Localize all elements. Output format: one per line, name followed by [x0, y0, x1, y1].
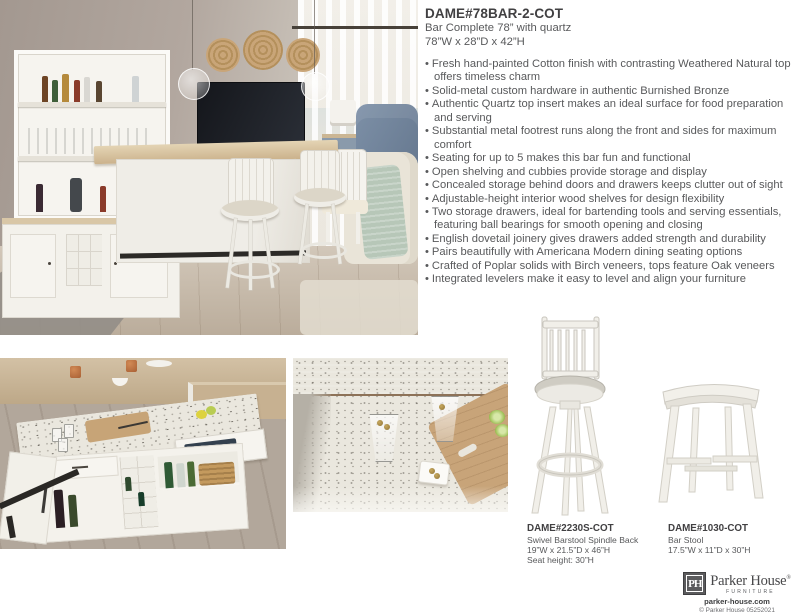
feature-item: • Substantial metal footrest runs along the front and sides for maximum comfort	[425, 125, 800, 152]
glass	[64, 424, 74, 438]
cabinet-door	[10, 234, 56, 298]
bottle	[164, 462, 174, 488]
brand-footer	[674, 572, 800, 612]
bar-island-base	[116, 159, 310, 263]
open-shelf	[158, 451, 240, 490]
product-sku: DAME#78BAR-2-COT	[425, 6, 564, 21]
feature-item: • Authentic Quartz top insert makes an ideal surface for food preparation and serving	[425, 98, 800, 125]
saddle-barstool-drawing	[655, 374, 769, 506]
woven-wall-basket	[243, 30, 283, 70]
bottle	[187, 461, 196, 486]
feature-item: • Concealed storage behind doors and drawers keeps clutter out of sight	[425, 179, 800, 192]
wicker-basket	[198, 462, 235, 486]
bar-back-detail-photo	[0, 358, 286, 549]
stool-dimensions: 17.5”W x 11”D x 30”H	[668, 544, 751, 555]
feature-item: • Crafted of Poplar solids with Birch veneers, tops feature Oak veneers	[425, 260, 800, 273]
product-spec-block	[425, 6, 800, 287]
board-handle-slot	[457, 443, 478, 459]
tv	[197, 82, 305, 146]
curtain-rod	[292, 26, 418, 29]
feature-item: • Integrated levelers make it easy to level and align your furniture	[425, 273, 800, 286]
barstool-cushion	[221, 200, 279, 221]
stool-name: Swivel Barstool Spindle Back	[527, 534, 639, 545]
stool-sku: DAME#2230S-COT	[527, 523, 614, 534]
bottle	[52, 80, 58, 102]
barstool-footring	[301, 242, 347, 259]
saddle-barstool-photo	[655, 374, 769, 506]
wood-bar-top	[293, 358, 508, 396]
olive	[384, 424, 390, 430]
swivel-barstool-caption	[527, 523, 677, 565]
feature-item: • Fresh hand-painted Cotton finish with contrasting Weathered Natural top offers timeless charm	[425, 58, 800, 85]
registered-mark: ®	[786, 575, 791, 582]
hutch-shelf	[18, 102, 166, 107]
copper-mug	[70, 366, 81, 378]
plate	[146, 360, 172, 367]
website-link[interactable]: parker-house.com	[704, 597, 770, 606]
glass-pendant-light	[178, 68, 210, 100]
copper-mug	[126, 360, 137, 372]
door-knob	[48, 262, 51, 265]
pendant-cord	[192, 0, 193, 70]
bottle	[100, 186, 106, 212]
olive	[439, 404, 445, 410]
bottle	[96, 81, 102, 102]
lime-slice	[495, 424, 508, 437]
barstool-leg	[249, 220, 252, 290]
bottle	[132, 76, 139, 102]
bottle	[36, 184, 43, 212]
copyright-text: © Parker House 05252021	[699, 607, 775, 612]
blender	[70, 178, 82, 212]
brand-division: FURNITURE	[726, 588, 775, 595]
wine-bottle	[125, 477, 132, 491]
lime	[206, 406, 216, 415]
parker-house-logo-icon: PH	[683, 572, 706, 595]
product-dimensions: 78”W x 28”D x 42”H	[425, 35, 525, 48]
stool-sku: DAME#1030-COT	[668, 523, 749, 534]
lime-slice	[489, 410, 505, 424]
stool-name: Bar Stool	[668, 534, 704, 545]
feature-item: • Open shelving and cubbies provide storage and display	[425, 166, 800, 179]
bottle	[176, 463, 186, 487]
table-lamp	[330, 100, 356, 126]
swivel-barstool-photo	[512, 313, 630, 519]
wine-bottle	[54, 490, 66, 529]
olive	[434, 473, 440, 479]
product-name: Bar Complete 78” with quartz	[425, 22, 572, 34]
saddle-barstool-caption	[668, 523, 800, 555]
barstool-footring	[228, 260, 280, 279]
bottle	[62, 74, 69, 102]
feature-item: • Adjustable-height interior wood shelves for design flexibility	[425, 193, 800, 206]
stool-seat-height: Seat height: 30”H	[527, 555, 594, 566]
stool-dimensions: 19”W x 21.5”D x 46”H	[527, 544, 611, 555]
bottle	[84, 77, 90, 102]
feature-item: • English dovetail joinery gives drawers added strength and durability	[425, 233, 800, 246]
olive	[377, 420, 383, 426]
area-rug	[300, 280, 418, 335]
main-lifestyle-photo	[0, 0, 418, 335]
pendant-cord	[314, 0, 315, 74]
swivel-barstool-drawing	[512, 313, 630, 519]
woven-wall-basket	[206, 38, 240, 72]
feature-item: • Pairs beautifully with Americana Modern dining seating options	[425, 246, 800, 259]
bottle	[74, 80, 80, 102]
bar-cabinet-body	[35, 443, 248, 543]
feature-item: • Seating for up to 5 makes this bar fun and functional	[425, 152, 800, 165]
wine-bottle	[68, 495, 78, 527]
quartz-top-detail-photo	[293, 358, 508, 512]
foreground-blur	[293, 486, 508, 512]
glass-pendant-light	[301, 72, 330, 101]
brand-wordmark: Parker House®	[710, 572, 791, 589]
glass	[58, 438, 68, 452]
wine-bottle	[138, 492, 145, 506]
feature-item: • Solid-metal custom hardware in authentic Burnished Bronze	[425, 85, 800, 98]
chair-legs	[326, 212, 364, 244]
feature-item: • Two storage drawers, ideal for bartending tools and serving essentials, featuring ball bearings for smooth opening and closing	[425, 206, 800, 233]
wine-cubbies	[66, 234, 102, 286]
bottle	[42, 76, 48, 102]
barstool-cushion	[294, 188, 346, 207]
feature-list	[425, 58, 800, 287]
